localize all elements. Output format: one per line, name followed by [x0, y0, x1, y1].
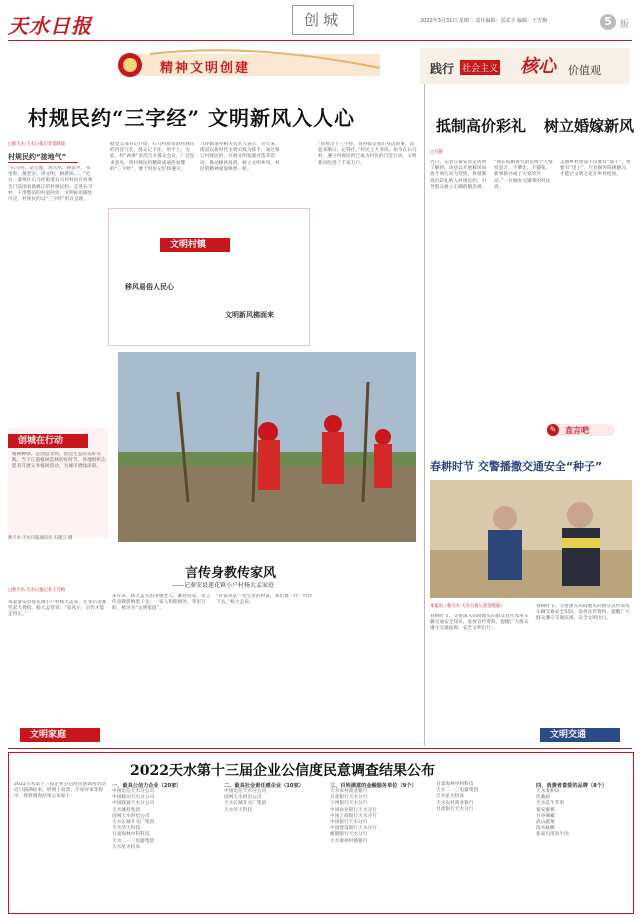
- slogan-value: 核心: [520, 56, 556, 77]
- lead-headline: 村规民约“三字经” 文明新风入人心: [28, 106, 355, 130]
- village-box-sub1: 移风易俗人民心: [125, 283, 174, 291]
- category-4: 四、消费者喜爱的品牌（8个）: [536, 783, 608, 789]
- survey-col-2: [224, 782, 324, 814]
- right-headline-b: 树立婚嫁新风: [544, 117, 635, 135]
- lead-col-4: “你看这个三字经，说得都是我们身边的事，读起来顺口，记得住。”村民王大爷说。如今在石马村，遵守村规民约已成为村民的自觉行动，文明新风吹进了千家万户。: [318, 142, 417, 166]
- right-text-2: “现在结婚讲究的是两个人情投意合，不攀比、不铺张，新事新办成了大家的共识。”一位刚办完婚事的村民说。: [494, 160, 553, 190]
- survey-rule: [8, 748, 632, 749]
- slogan-core: 社会主义: [460, 60, 500, 75]
- list-item: 天水长城开关厂集团: [224, 801, 267, 807]
- traffic-label: 文明交通: [540, 728, 620, 742]
- list-item: 兰州银行天水分行: [330, 801, 368, 807]
- family-label: 文明家庭: [20, 728, 100, 742]
- list-item: 中国工商银行天水分行: [330, 813, 377, 819]
- family-text-2: 多年来，杨大孟夫妇孝敬老人、勤俭持家，用言传身教影响着子女，一家人和睦相处、邻里互助，被评为“文明家庭”。: [112, 594, 211, 612]
- list-item: 中国农业银行天水分行: [330, 807, 377, 813]
- section-title: 创城: [292, 5, 354, 35]
- newspaper-logo: 天水日报: [8, 14, 92, 38]
- family-subheadline: ——记秦安县莲花镇小户村杨大孟家庭: [172, 582, 275, 589]
- action-label: 创城在行动: [8, 434, 88, 448]
- category-2: 二、最具社会责任感企业（10家）: [224, 783, 304, 789]
- category-1: 一、最具公信力企业（20家）: [112, 783, 182, 789]
- list-item: 天水星火机床: [112, 844, 141, 850]
- survey-col-4: [436, 782, 526, 813]
- page-number: 5: [600, 14, 616, 30]
- page-label: 版: [620, 20, 630, 30]
- family-text-3: “好家风是一笔宝贵的财富，我们要一代一代传下去。”杨大孟说。: [216, 594, 313, 606]
- list-item: 武山蔬菜: [536, 820, 555, 826]
- masthead-rule: [8, 40, 632, 41]
- list-item: 天水星火机床: [436, 794, 465, 800]
- list-item: 国网天水供电公司: [112, 813, 150, 819]
- right-byline: □马静: [430, 150, 443, 155]
- list-item: 甘肃海林中科科技: [436, 782, 474, 787]
- lead-col-1: “石马村，是宝地，鸡犬吠，耕读声，邻里和，敬老亲，讲文明，树新风……”近日，秦州区石马坪街道石马村村民在村委会门前围看新修订的村规民约。走进石马村，干净整洁的村道两旁，文明标语随处可见，村规民约以“三字经”形式呈现。: [8, 166, 93, 203]
- list-item: 天水麦积山: [536, 789, 560, 794]
- list-item: 伏羲庙: [536, 795, 551, 801]
- survey-intro: 2022天水第十三届企业公信度民意调查活动近日圆满结束。经网上投票、专家评审等程序，现将调查结果公布如下：: [14, 782, 106, 800]
- list-item: 邮储银行天水分行: [330, 832, 368, 838]
- survey-col-5: [536, 782, 628, 839]
- list-item: 甘肃银行天水分行: [436, 806, 474, 812]
- family-byline: □新天水·天水日报记者王雪梅: [8, 588, 65, 593]
- spring-headline: 春耕时节 交警播撒交通安全“种子”: [430, 460, 603, 473]
- list-item: 天水农村商业银行: [436, 800, 474, 806]
- list-item: 天水城投集团: [112, 807, 141, 813]
- tag-text: 直言吧: [565, 426, 589, 435]
- list-item: 天水华天科技: [112, 826, 141, 832]
- banner-title: 精神文明创建: [160, 61, 251, 76]
- list-item: 甘谷辣椒: [536, 813, 555, 819]
- list-item: 天水二一三电器集团: [436, 788, 479, 794]
- village-box-title: 文明村镇: [160, 238, 230, 252]
- village-box-sub2: 文明新风拂面来: [225, 311, 274, 319]
- survey-col-1: [112, 782, 214, 851]
- survey-headline: 2022天水第十三届企业公信度民意调查结果公布: [130, 763, 435, 779]
- list-item: 天水秦州村镇银行: [330, 838, 368, 844]
- slogan-suffix: 价值观: [568, 64, 601, 77]
- list-item: 天水花牛苹果: [536, 801, 565, 807]
- column-divider: [424, 84, 425, 746]
- category-3: 三、百姓满意的金融服务单位（9个）: [330, 783, 417, 789]
- list-item: 清水核桃: [536, 826, 555, 832]
- list-item: 中国建设银行天水分行: [330, 826, 377, 832]
- list-item: 秦安蜜桃: [536, 807, 555, 813]
- list-item: 天水二一三电器集团: [112, 838, 155, 844]
- right-text-3: 美丽乡村建设不仅要有“面子”，更要有“里子”。只有摒弃陈规陋习，才能让文明之花在乡村绽放。: [560, 160, 631, 178]
- spring-text: 春耕时节，交警深入田间地头向群众宣传农用车辆交通安全知识，发放宣传资料，提醒广大群众遵守交通法规，安全文明出行。: [430, 614, 529, 632]
- list-item: 天水农村商业银行: [330, 789, 368, 794]
- family-headline: 言传身教传家风: [185, 566, 277, 581]
- list-item: 甘肃海林中科科技: [112, 832, 150, 838]
- lead-byline: □新天水·天水日报记者金晓迪: [8, 142, 65, 147]
- slogan-prefix: 践行: [430, 62, 455, 76]
- village-box: [108, 208, 310, 346]
- right-headline-a: 抵制高价彩礼: [436, 117, 527, 135]
- tag-box: [545, 424, 615, 436]
- list-item: 国网天水供电公司: [224, 795, 262, 801]
- list-item: 中国银行天水分行: [330, 820, 368, 826]
- survey-col-3: [330, 782, 430, 845]
- spring-byline: 本报讯（新天水·天水日报记者金晓迪）: [430, 604, 505, 609]
- list-item: 中国移动天水分公司: [112, 795, 155, 801]
- list-item: 天水长城开关厂集团: [112, 820, 155, 826]
- date-line: 2022年3月31日 星期二 责任编辑：雷武平 编辑：王雪梅: [420, 18, 548, 24]
- list-item: 张家川清真牛肉: [536, 832, 569, 838]
- action-byline: 新天水·天水日报通讯员 石建云 摄: [8, 536, 73, 541]
- list-item: 中国联通天水分公司: [112, 801, 155, 807]
- list-item: 中国电信天水分公司: [112, 789, 155, 794]
- speech-icon: ✎: [547, 424, 559, 436]
- right-text-1: 近日，记者在秦安县走访时了解到，该县以开展移风易俗专项行动为契机，将抵制高价彩礼纳入村规民约，引导群众树立正确的婚恋观。: [430, 160, 487, 190]
- lead-col-3: 马坪街道办相关负责人表示，近年来，街道以新时代文明实践为抓手，通过修订村规民约、开展文明家庭评选等活动，推动移风易俗，树立文明乡风，村民的精神面貌焕然一新。: [200, 142, 280, 172]
- list-item: 甘肃银行天水分行: [330, 795, 368, 801]
- lead-col-2: 据党支部书记介绍，石马村原来的村规民约内容冗长，群众记不住、用不上。为此，村“两委”多次召开群众会议，广泛征求意见，将村规民约精简成通俗易懂的“三字经”，便于村民记忆和遵守。: [110, 142, 195, 172]
- tree-planting-photo: [118, 352, 416, 542]
- action-text: 植树种绿，是创造文明、创造生态的美好实践。当下正值植树造林的好时节，各地组织志愿者开展义务植树活动，为城市增绿添彩。: [12, 452, 106, 470]
- list-item: 天水华天科技: [224, 807, 253, 813]
- traffic-police-photo: [430, 480, 632, 598]
- family-text-1: 说起秦安县莲花镇小户村杨大孟家，左邻右舍都竖起大拇指。杨大孟常说：“家风正，后代才能走得正。”: [8, 600, 107, 618]
- list-item: 中国电信天水分公司: [224, 789, 267, 794]
- lead-subtitle: 村规民约“接地气”: [8, 152, 78, 163]
- slogan-box: [420, 48, 630, 84]
- spring-text-cont: 春耕时节，交警深入田间地头向群众宣传农用车辆交通安全知识，发放宣传资料，提醒广大群众遵守交通法规，安全文明出行。: [536, 604, 630, 622]
